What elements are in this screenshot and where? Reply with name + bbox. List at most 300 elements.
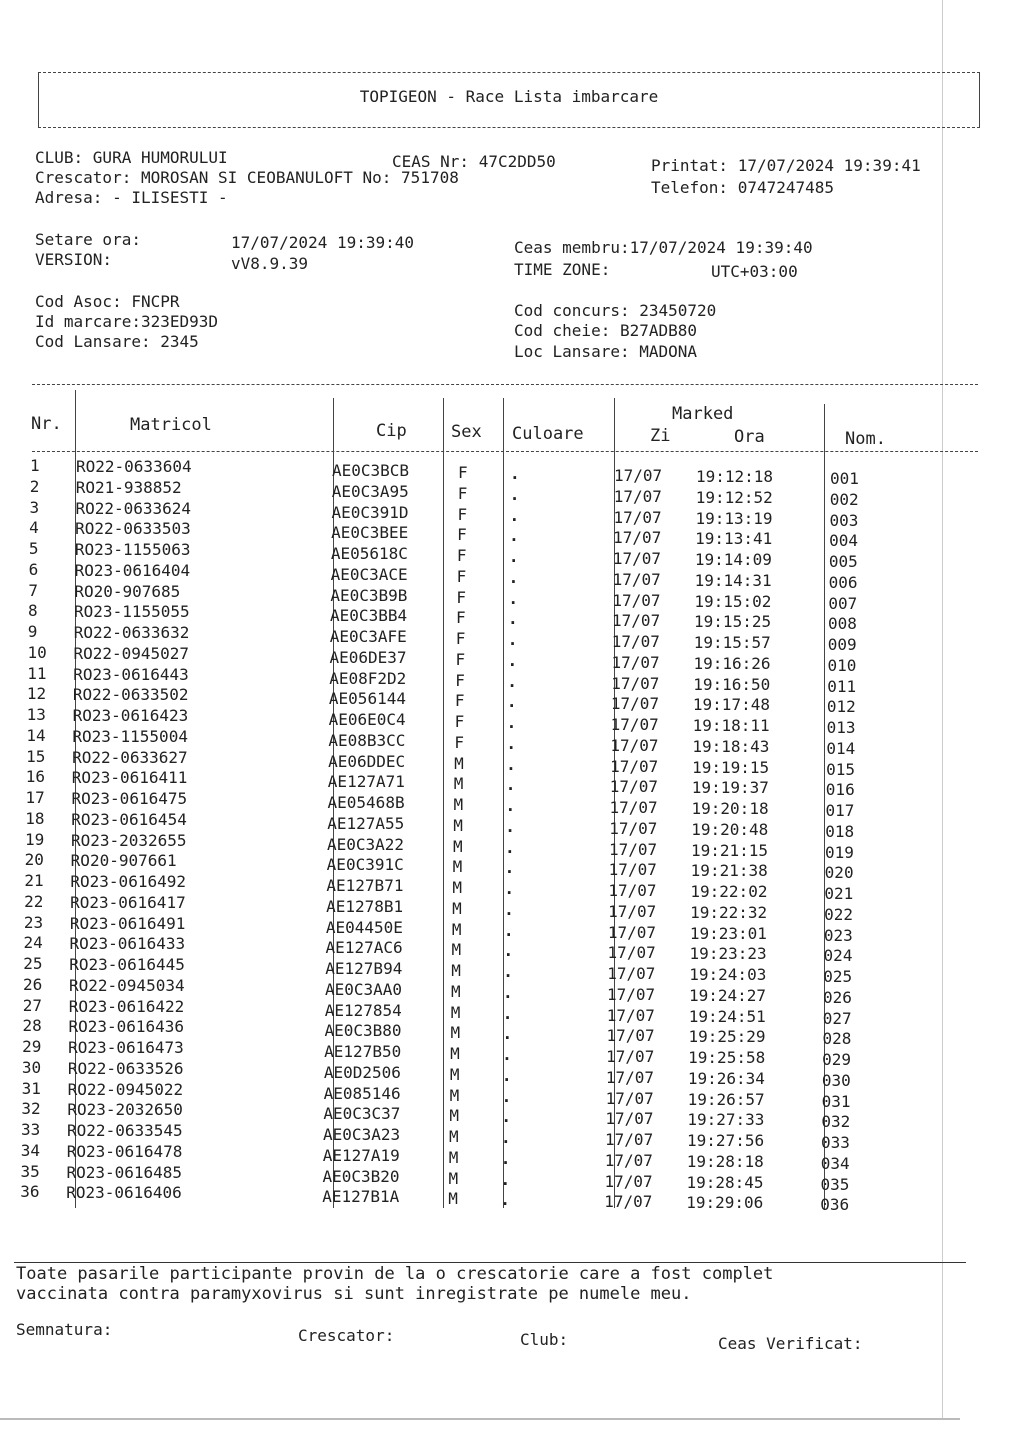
header-matricol: Matricol [130, 415, 212, 435]
cell-culoare: . [507, 650, 518, 670]
cell-nom: 006 [828, 572, 858, 592]
cell-nr: 26 [23, 974, 43, 994]
cell-matricol: RO22-0633502 [72, 685, 189, 705]
cell-ora: 19:24:03 [689, 965, 767, 984]
cell-cip: AE0C3B20 [322, 1166, 400, 1186]
cell-cip: AE127B1A [322, 1187, 400, 1207]
cell-matricol: RO23-0616478 [66, 1141, 183, 1161]
cell-ora: 19:26:34 [687, 1068, 765, 1088]
cell-nr: 24 [23, 933, 43, 953]
cell-nr: 36 [20, 1182, 40, 1202]
cell-culoare: . [501, 1065, 512, 1085]
cell-zi: 17/07 [605, 1130, 654, 1149]
cell-zi: 17/07 [604, 1150, 653, 1170]
cell-nr: 2 [29, 476, 40, 496]
cell-nom: 034 [820, 1153, 850, 1173]
cell-sex: F [456, 546, 467, 565]
cell-matricol: RO23-0616422 [68, 996, 185, 1016]
cell-culoare: . [500, 1148, 511, 1168]
cell-nom: 021 [824, 884, 854, 903]
cell-ora: 19:24:27 [689, 985, 767, 1005]
cell-sex: M [448, 1189, 458, 1209]
cell-matricol: RO22-0633503 [75, 519, 191, 539]
breeder-signature-label: Crescator: [298, 1326, 395, 1345]
cell-matricol: RO23-0616411 [71, 768, 188, 788]
header-zi: Zi [650, 426, 671, 446]
cell-nom: 017 [825, 801, 855, 820]
header-cip: Cip [376, 421, 407, 441]
cell-nom: 016 [825, 780, 855, 800]
cell-matricol: RO23-0616417 [70, 892, 186, 912]
cell-nr: 11 [27, 663, 47, 683]
cell-sex: M [453, 795, 464, 814]
cell-ora: 19:13:19 [695, 508, 773, 528]
cell-cip: AE0C3B80 [324, 1021, 402, 1041]
cell-sex: M [449, 1127, 459, 1146]
cell-matricol: RO20-907661 [70, 851, 177, 871]
cell-nr: 3 [29, 497, 40, 517]
cell-nr: 8 [28, 601, 38, 621]
cell-culoare: . [508, 588, 518, 608]
cell-zi: 17/07 [605, 1088, 654, 1108]
cell-nr: 1 [30, 456, 40, 475]
time-setting-label: Setare ora: [35, 230, 141, 249]
cell-matricol: RO23-0616492 [70, 872, 186, 891]
cell-zi: 17/07 [606, 1005, 655, 1025]
cell-matricol: RO22-0633526 [67, 1058, 184, 1078]
cell-matricol: RO23-0616485 [66, 1162, 183, 1182]
clock-verified-label: Ceas Verificat: [718, 1334, 863, 1353]
signature-label: Semnatura: [16, 1320, 113, 1339]
cell-zi: 17/07 [614, 466, 663, 485]
cell-ora: 19:15:57 [693, 633, 771, 652]
cell-nr: 30 [21, 1057, 42, 1077]
cell-culoare: . [501, 1107, 511, 1127]
cell-nom: 025 [823, 967, 853, 986]
cell-cip: AE127A19 [322, 1145, 400, 1165]
cell-nr: 20 [24, 850, 44, 870]
cell-nr: 9 [27, 622, 38, 641]
cell-zi: 17/07 [605, 1067, 655, 1087]
cell-matricol: RO23-0616443 [73, 664, 189, 684]
cell-nr: 29 [22, 1037, 42, 1056]
cell-matricol: RO23-0616475 [71, 789, 188, 808]
cell-nom: 013 [826, 718, 856, 737]
cell-matricol: RO23-0616491 [69, 913, 186, 933]
cell-cip: AE1278B1 [326, 896, 404, 916]
header-nr: Nr. [31, 414, 62, 434]
cell-zi: 17/07 [607, 984, 656, 1004]
cell-nr: 25 [23, 954, 43, 973]
release-location: Loc Lansare: MADONA [514, 342, 698, 361]
cell-culoare: . [505, 796, 516, 815]
address: Adresa: - ILISESTI - [35, 188, 228, 207]
cell-matricol: RO20-907685 [74, 581, 181, 601]
cell-culoare: . [503, 941, 514, 961]
cell-zi: 17/07 [611, 673, 660, 693]
cell-nr: 18 [25, 808, 45, 828]
cell-ora: 19:17:48 [692, 695, 770, 715]
cell-ora: 19:20:48 [691, 819, 769, 839]
cell-ora: 19:29:06 [686, 1193, 764, 1213]
cell-nom: 002 [829, 489, 859, 509]
cell-sex: F [454, 732, 464, 752]
cell-cip: AE127A55 [327, 813, 405, 833]
cell-nr: 32 [21, 1099, 41, 1119]
cell-cip: AE127B71 [326, 876, 404, 895]
release-code: Cod Lansare: 2345 [35, 332, 199, 351]
cell-ora: 19:25:29 [688, 1027, 766, 1047]
cell-nom: 035 [820, 1174, 850, 1194]
cell-matricol: RO23-1155004 [72, 726, 188, 746]
cell-zi: 17/07 [604, 1171, 653, 1191]
cell-matricol: RO22-0633545 [67, 1121, 183, 1140]
cell-cip: AE08F2D2 [329, 668, 407, 688]
cell-ora: 19:16:26 [693, 653, 771, 673]
cell-sex: M [451, 981, 461, 1001]
cell-cip: AE0C3B9B [330, 585, 408, 605]
cell-sex: F [457, 483, 468, 503]
cell-matricol: RO22-0633604 [76, 457, 192, 476]
cell-sex: F [457, 525, 467, 545]
cell-nr: 10 [27, 642, 47, 662]
cell-sex: F [456, 608, 466, 628]
header-culoare: Culoare [512, 424, 584, 444]
cell-sex: M [453, 815, 463, 835]
cell-ora: 19:21:38 [690, 861, 768, 881]
cell-culoare: . [506, 692, 517, 712]
cell-sex: M [449, 1106, 459, 1126]
cell-sex: M [450, 1023, 461, 1043]
cell-cip: AE06E0C4 [328, 710, 406, 729]
cell-nom: 030 [821, 1070, 851, 1090]
cell-nr: 33 [21, 1120, 41, 1139]
cell-zi: 17/07 [612, 569, 661, 589]
cell-sex: F [455, 629, 466, 648]
cell-matricol: RO22-0633624 [75, 498, 192, 518]
cell-culoare: . [509, 505, 520, 525]
cell-sex: M [452, 878, 463, 897]
key-code: Cod cheie: B27ADB80 [514, 321, 698, 340]
cell-zi: 17/07 [613, 486, 662, 506]
cell-cip: AE0C3BB4 [330, 606, 408, 626]
cell-cip: AE0C3AA0 [325, 979, 403, 999]
cell-ora: 19:20:18 [691, 799, 769, 818]
cell-cip: AE0C3BEE [331, 523, 409, 543]
cell-culoare: . [508, 547, 519, 566]
cell-culoare: . [503, 982, 513, 1002]
cell-zi: 17/07 [612, 590, 661, 610]
cell-cip: AE127B94 [325, 959, 403, 978]
cell-matricol: RO22-0633627 [72, 747, 188, 767]
cell-culoare: . [503, 962, 513, 981]
cell-culoare: . [502, 1045, 512, 1064]
cell-ora: 19:19:15 [692, 757, 770, 777]
cell-cip: AE127854 [324, 1000, 402, 1020]
cell-matricol: RO22-0633632 [73, 623, 190, 642]
cell-nr: 15 [26, 746, 46, 766]
cell-matricol: RO23-0616454 [71, 809, 187, 829]
cell-cip: AE05618C [330, 544, 408, 563]
cell-ora: 19:27:56 [687, 1131, 765, 1150]
cell-sex: M [453, 774, 464, 794]
cell-nr: 35 [20, 1161, 40, 1181]
cell-ora: 19:14:09 [694, 550, 772, 569]
cell-cip: AE0D2506 [323, 1062, 401, 1082]
cell-sex: M [450, 1002, 461, 1022]
cell-cip: AE05468B [327, 793, 405, 812]
cell-matricol: RO21-938852 [75, 477, 182, 497]
cell-nom: 027 [822, 1008, 852, 1028]
cell-nom: 011 [827, 676, 857, 696]
cell-nr: 7 [28, 580, 38, 600]
cell-cip: AE0C3C37 [323, 1104, 401, 1124]
cell-nom: 007 [828, 593, 858, 613]
footer-rule [14, 1262, 966, 1263]
cell-culoare: . [506, 733, 516, 753]
cell-nom: 026 [823, 987, 852, 1007]
header-sex: Sex [451, 422, 482, 442]
cell-ora: 19:23:01 [689, 923, 767, 943]
cell-sex: F [454, 691, 465, 711]
cell-nom: 036 [820, 1195, 850, 1215]
cell-nom: 015 [826, 759, 855, 779]
cell-ora: 19:22:02 [690, 882, 768, 901]
cell-culoare: . [504, 879, 515, 898]
cell-sex: M [451, 961, 461, 980]
cell-nom: 005 [828, 552, 858, 571]
cell-cip: AE06DDEC [328, 751, 406, 771]
cell-cip: AE0C391C [326, 855, 404, 875]
cell-nom: 008 [828, 614, 857, 634]
cell-ora: 19:27:33 [687, 1110, 765, 1130]
cell-zi: 17/07 [608, 881, 657, 900]
cell-culoare: . [509, 484, 520, 504]
cell-cip: AE06DE37 [329, 647, 407, 667]
club-name: CLUB: GURA HUMORULUI [35, 148, 228, 167]
cell-sex: M [448, 1147, 459, 1167]
cell-culoare: . [508, 609, 518, 629]
cell-nom: 020 [824, 863, 854, 883]
cell-ora: 19:16:50 [693, 674, 771, 694]
cell-culoare: . [501, 1128, 511, 1147]
cell-nom: 009 [827, 635, 857, 654]
cell-cip: AE127B50 [324, 1042, 402, 1061]
document-title: TOPIGEON - Race Lista imbarcare [359, 87, 659, 106]
cell-zi: 17/07 [610, 715, 659, 734]
cell-culoare: . [510, 464, 520, 483]
cell-ora: 19:19:37 [691, 778, 769, 798]
cell-matricol: RO23-0616406 [66, 1183, 182, 1203]
cell-sex: M [454, 753, 464, 773]
assoc-code: Cod Asoc: FNCPR [35, 292, 180, 311]
header-ora: Ora [734, 427, 765, 447]
cell-matricol: RO23-0616473 [68, 1038, 184, 1057]
cell-zi: 17/07 [613, 528, 662, 548]
clock-number: CEAS Nr: 47C2DD50 [392, 152, 556, 171]
cell-culoare: . [500, 1190, 510, 1210]
cell-ora: 19:15:25 [694, 612, 772, 632]
time-zone-value: UTC+03:00 [711, 262, 798, 281]
cell-zi: 17/07 [605, 1109, 654, 1129]
cell-zi: 17/07 [611, 632, 660, 651]
cell-nom: 004 [829, 531, 859, 551]
race-code: Cod concurs: 23450720 [514, 301, 717, 320]
cell-culoare: . [506, 754, 516, 774]
cell-culoare: . [504, 858, 515, 878]
cell-cip: AE08B3CC [328, 730, 406, 750]
cell-nom: 018 [825, 821, 855, 841]
cell-cip: AE056144 [328, 689, 406, 709]
cell-nr: 21 [24, 871, 44, 890]
cell-nr: 17 [25, 788, 45, 807]
print-timestamp: Printat: 17/07/2024 19:39:41 [651, 156, 921, 175]
cell-nom: 019 [824, 842, 854, 862]
cell-nom: 031 [821, 1091, 851, 1111]
cell-nom: 022 [824, 904, 854, 924]
cell-matricol: RO23-2032650 [67, 1100, 183, 1120]
cell-culoare: . [507, 671, 517, 691]
cell-zi: 17/07 [609, 798, 658, 817]
version-label: VERSION: [35, 250, 113, 269]
cell-matricol: RO23-1155063 [74, 540, 191, 559]
cell-ora: 19:18:11 [692, 716, 770, 735]
cell-ora: 19:25:58 [688, 1048, 766, 1067]
cell-nr: 34 [20, 1140, 41, 1160]
cell-nr: 16 [25, 767, 46, 787]
cell-culoare: . [503, 920, 514, 940]
cell-culoare: . [502, 1003, 513, 1023]
cell-ora: 19:14:31 [694, 570, 772, 590]
cell-cip: AE0C3AFE [329, 627, 407, 646]
cell-sex: M [452, 836, 463, 856]
cell-zi: 17/07 [604, 1192, 653, 1212]
cell-cip: AE0C391D [331, 502, 409, 522]
cell-culoare: . [509, 526, 519, 546]
cell-zi: 17/07 [610, 735, 659, 755]
cell-ora: 19:26:57 [687, 1089, 765, 1109]
cell-matricol: RO22-0945027 [73, 643, 190, 663]
cell-sex: M [449, 1085, 460, 1105]
cell-nom: 012 [826, 697, 856, 717]
cell-sex: F [455, 649, 466, 669]
cell-nr: 19 [24, 829, 45, 849]
cell-zi: 17/07 [610, 694, 660, 714]
cell-culoare: . [502, 1024, 513, 1044]
cell-nom: 029 [822, 1050, 852, 1069]
cell-ora: 19:13:41 [695, 529, 773, 549]
title-box [38, 72, 980, 128]
cell-culoare: . [504, 837, 515, 857]
cell-matricol: RO23-2032655 [70, 830, 187, 850]
cell-matricol: RO23-0616445 [69, 955, 185, 974]
cell-matricol: RO22-0945022 [67, 1079, 184, 1099]
version-value: vV8.9.39 [231, 254, 309, 273]
cell-ora: 19:24:51 [688, 1006, 766, 1026]
cell-zi: 17/07 [608, 860, 657, 880]
cell-cip: AE127A71 [327, 772, 405, 792]
cell-sex: F [455, 670, 465, 690]
cell-nom: 003 [829, 510, 859, 530]
cell-zi: 17/07 [610, 756, 659, 776]
cell-sex: M [451, 940, 462, 960]
cell-culoare: . [507, 630, 518, 649]
breeder-name: Crescator: MOROSAN SI CEOBANULOFT No: 751708 [35, 168, 459, 187]
cell-nom: 032 [821, 1112, 851, 1132]
cell-zi: 17/07 [606, 1047, 655, 1066]
cell-zi: 17/07 [611, 652, 660, 672]
header-marked: Marked [672, 404, 734, 424]
cell-zi: 17/07 [612, 549, 662, 568]
cell-nr: 27 [22, 995, 42, 1015]
cell-sex: F [458, 463, 468, 482]
cell-sex: M [449, 1064, 460, 1084]
cell-ora: 19:22:32 [690, 902, 768, 922]
cell-culoare: . [500, 1169, 511, 1189]
cell-ora: 19:21:15 [690, 840, 769, 860]
cell-nr: 4 [29, 518, 39, 538]
cell-zi: 17/07 [609, 818, 658, 838]
cell-zi: 17/07 [607, 922, 656, 942]
cell-zi: 17/07 [606, 1026, 655, 1046]
cell-sex: M [451, 919, 462, 939]
cell-nr: 13 [26, 705, 46, 724]
cell-nr: 5 [28, 539, 39, 558]
cell-cip: AE085146 [323, 1083, 401, 1103]
cell-matricol: RO23-1155055 [74, 602, 190, 622]
cell-nr: 22 [24, 891, 44, 911]
cell-sex: M [448, 1168, 459, 1188]
cell-cip: AE127AC6 [325, 938, 403, 958]
cell-nom: 014 [826, 738, 856, 758]
cell-zi: 17/07 [613, 507, 662, 527]
phone-number: Telefon: 0747247485 [651, 178, 835, 197]
club-signature-label: Club: [520, 1330, 569, 1349]
cell-nom: 028 [822, 1029, 852, 1049]
cell-cip: AE04450E [325, 917, 403, 937]
header-nom: Nom. [845, 429, 886, 449]
cell-cip: AE0C3A22 [326, 834, 405, 854]
table-header-rule [32, 451, 978, 452]
cell-nom: 024 [823, 946, 853, 966]
cell-ora: 19:12:18 [696, 467, 774, 486]
cell-sex: F [454, 712, 465, 731]
table-row [20, 1182, 970, 1215]
cell-zi: 17/07 [608, 839, 658, 859]
cell-culoare: . [501, 1086, 512, 1106]
cell-sex: M [452, 898, 462, 918]
cell-sex: F [457, 504, 468, 524]
cell-nr: 23 [23, 912, 44, 932]
cell-cip: AE0C3ACE [330, 564, 408, 584]
cell-ora: 19:23:23 [689, 944, 767, 964]
cell-zi: 17/07 [609, 777, 658, 797]
cell-ora: 19:18:43 [692, 736, 770, 756]
cell-ora: 19:12:52 [695, 487, 773, 507]
cell-zi: 17/07 [607, 943, 656, 963]
cell-cip: AE0C3A95 [331, 481, 409, 501]
cell-nr: 6 [28, 559, 39, 579]
cell-matricol: RO23-0616423 [72, 706, 189, 725]
cell-sex: M [450, 1044, 460, 1063]
member-clock: Ceas membru:17/07/2024 19:39:40 [514, 238, 813, 257]
cell-nr: 31 [21, 1078, 41, 1098]
cell-nr: 14 [26, 725, 46, 745]
cell-ora: 19:28:45 [686, 1172, 764, 1192]
cell-sex: F [456, 587, 466, 607]
time-setting-value: 17/07/2024 19:39:40 [231, 233, 415, 252]
cell-matricol: RO22-0945034 [69, 975, 185, 995]
